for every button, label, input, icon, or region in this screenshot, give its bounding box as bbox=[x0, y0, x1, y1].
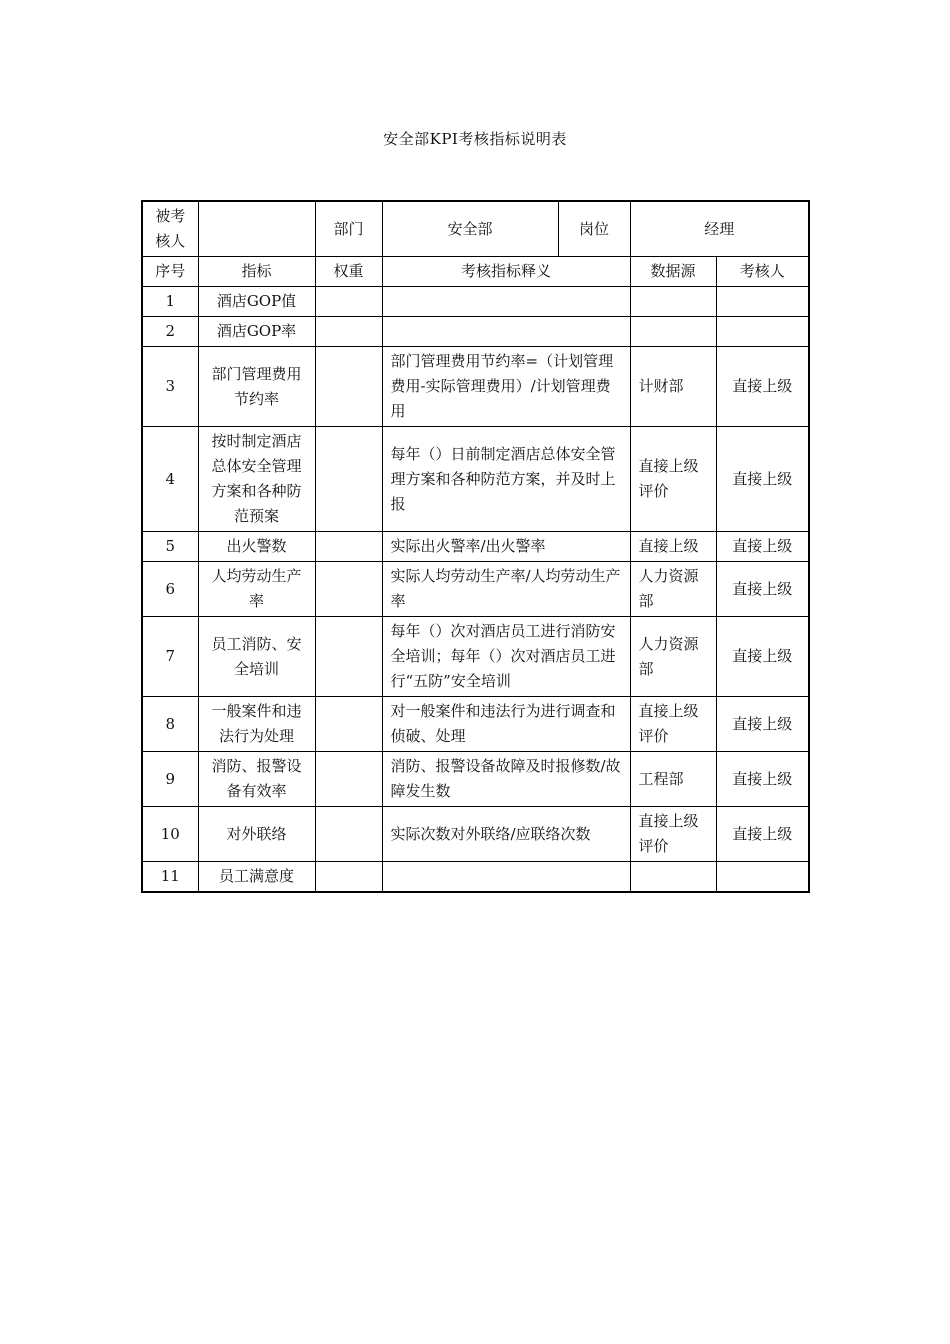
cell-weight bbox=[315, 532, 382, 562]
cell-assessor: 直接上级 bbox=[716, 562, 809, 617]
cell-assessor: 直接上级 bbox=[716, 617, 809, 697]
cell-indicator: 对外联络 bbox=[198, 807, 315, 862]
cell-indicator: 酒店GOP值 bbox=[198, 287, 315, 317]
cell-no: 11 bbox=[142, 862, 198, 893]
cell-assessor: 直接上级 bbox=[716, 752, 809, 807]
cell-assessor bbox=[716, 287, 809, 317]
table-row bbox=[142, 347, 809, 427]
cell-weight bbox=[315, 752, 382, 807]
cell-assessor bbox=[716, 317, 809, 347]
table-row bbox=[142, 697, 809, 752]
cell-source: 直接上级评价 bbox=[630, 427, 716, 532]
cell-source bbox=[630, 862, 716, 893]
cell-no: 1 bbox=[142, 287, 198, 317]
kpi-table bbox=[141, 200, 810, 893]
table-row bbox=[142, 862, 809, 893]
cell-weight bbox=[315, 317, 382, 347]
cell-definition: 对一般案件和违法行为进行调查和侦破、处理 bbox=[382, 697, 630, 752]
cell-indicator: 消防、报警设备有效率 bbox=[198, 752, 315, 807]
cell-no: 2 bbox=[142, 317, 198, 347]
cell-indicator: 部门管理费用节约率 bbox=[198, 347, 315, 427]
dept-label: 部门 bbox=[315, 201, 382, 257]
cell-definition bbox=[382, 287, 630, 317]
col-assessor: 考核人 bbox=[716, 257, 809, 287]
cell-no: 5 bbox=[142, 532, 198, 562]
cell-source: 工程部 bbox=[630, 752, 716, 807]
cell-source: 直接上级评价 bbox=[630, 697, 716, 752]
cell-indicator: 一般案件和违法行为处理 bbox=[198, 697, 315, 752]
table-row bbox=[142, 532, 809, 562]
cell-definition bbox=[382, 862, 630, 893]
cell-weight bbox=[315, 427, 382, 532]
cell-weight bbox=[315, 287, 382, 317]
header-row bbox=[142, 201, 809, 257]
cell-definition: 实际人均劳动生产率/人均劳动生产率 bbox=[382, 562, 630, 617]
cell-weight bbox=[315, 807, 382, 862]
col-source: 数据源 bbox=[630, 257, 716, 287]
column-header-row bbox=[142, 257, 809, 287]
table-row bbox=[142, 562, 809, 617]
cell-definition: 每年（）次对酒店员工进行消防安全培训；每年（）次对酒店员工进行“五防”安全培训 bbox=[382, 617, 630, 697]
cell-indicator: 出火警数 bbox=[198, 532, 315, 562]
cell-source: 人力资源部 bbox=[630, 617, 716, 697]
cell-assessor: 直接上级 bbox=[716, 807, 809, 862]
cell-no: 8 bbox=[142, 697, 198, 752]
cell-no: 9 bbox=[142, 752, 198, 807]
cell-weight bbox=[315, 617, 382, 697]
cell-indicator: 人均劳动生产率 bbox=[198, 562, 315, 617]
cell-indicator: 员工满意度 bbox=[198, 862, 315, 893]
cell-no: 6 bbox=[142, 562, 198, 617]
cell-source: 直接上级 bbox=[630, 532, 716, 562]
cell-definition: 实际次数对外联络/应联络次数 bbox=[382, 807, 630, 862]
cell-definition: 每年（）日前制定酒店总体安全管理方案和各种防范方案，并及时上报 bbox=[382, 427, 630, 532]
cell-no: 3 bbox=[142, 347, 198, 427]
dept-value: 安全部 bbox=[382, 201, 558, 257]
cell-assessor: 直接上级 bbox=[716, 427, 809, 532]
table-row bbox=[142, 287, 809, 317]
col-no: 序号 bbox=[142, 257, 198, 287]
cell-no: 4 bbox=[142, 427, 198, 532]
cell-assessor: 直接上级 bbox=[716, 532, 809, 562]
cell-source: 直接上级评价 bbox=[630, 807, 716, 862]
position-value: 经理 bbox=[630, 201, 809, 257]
cell-source bbox=[630, 287, 716, 317]
cell-source bbox=[630, 317, 716, 347]
cell-weight bbox=[315, 562, 382, 617]
table-row bbox=[142, 617, 809, 697]
cell-source: 计财部 bbox=[630, 347, 716, 427]
cell-weight bbox=[315, 862, 382, 893]
cell-definition bbox=[382, 317, 630, 347]
cell-no: 10 bbox=[142, 807, 198, 862]
cell-assessor: 直接上级 bbox=[716, 347, 809, 427]
col-indicator: 指标 bbox=[198, 257, 315, 287]
cell-definition: 实际出火警率/出火警率 bbox=[382, 532, 630, 562]
cell-weight bbox=[315, 697, 382, 752]
table-row bbox=[142, 427, 809, 532]
page-title: 安全部KPI考核指标说明表 bbox=[383, 130, 567, 148]
table-row bbox=[142, 317, 809, 347]
cell-indicator: 按时制定酒店总体安全管理方案和各种防范预案 bbox=[198, 427, 315, 532]
cell-indicator: 酒店GOP率 bbox=[198, 317, 315, 347]
cell-assessor bbox=[716, 862, 809, 893]
col-weight: 权重 bbox=[315, 257, 382, 287]
table-row bbox=[142, 807, 809, 862]
cell-no: 7 bbox=[142, 617, 198, 697]
table-row bbox=[142, 752, 809, 807]
position-label: 岗位 bbox=[558, 201, 630, 257]
assessee-value bbox=[198, 201, 315, 257]
cell-indicator: 员工消防、安全培训 bbox=[198, 617, 315, 697]
cell-definition: 部门管理费用节约率=（计划管理费用-实际管理费用）/计划管理费用 bbox=[382, 347, 630, 427]
col-definition: 考核指标释义 bbox=[382, 257, 630, 287]
cell-weight bbox=[315, 347, 382, 427]
assessee-label: 被考核人 bbox=[142, 201, 198, 257]
cell-source: 人力资源部 bbox=[630, 562, 716, 617]
cell-assessor: 直接上级 bbox=[716, 697, 809, 752]
cell-definition: 消防、报警设备故障及时报修数/故障发生数 bbox=[382, 752, 630, 807]
